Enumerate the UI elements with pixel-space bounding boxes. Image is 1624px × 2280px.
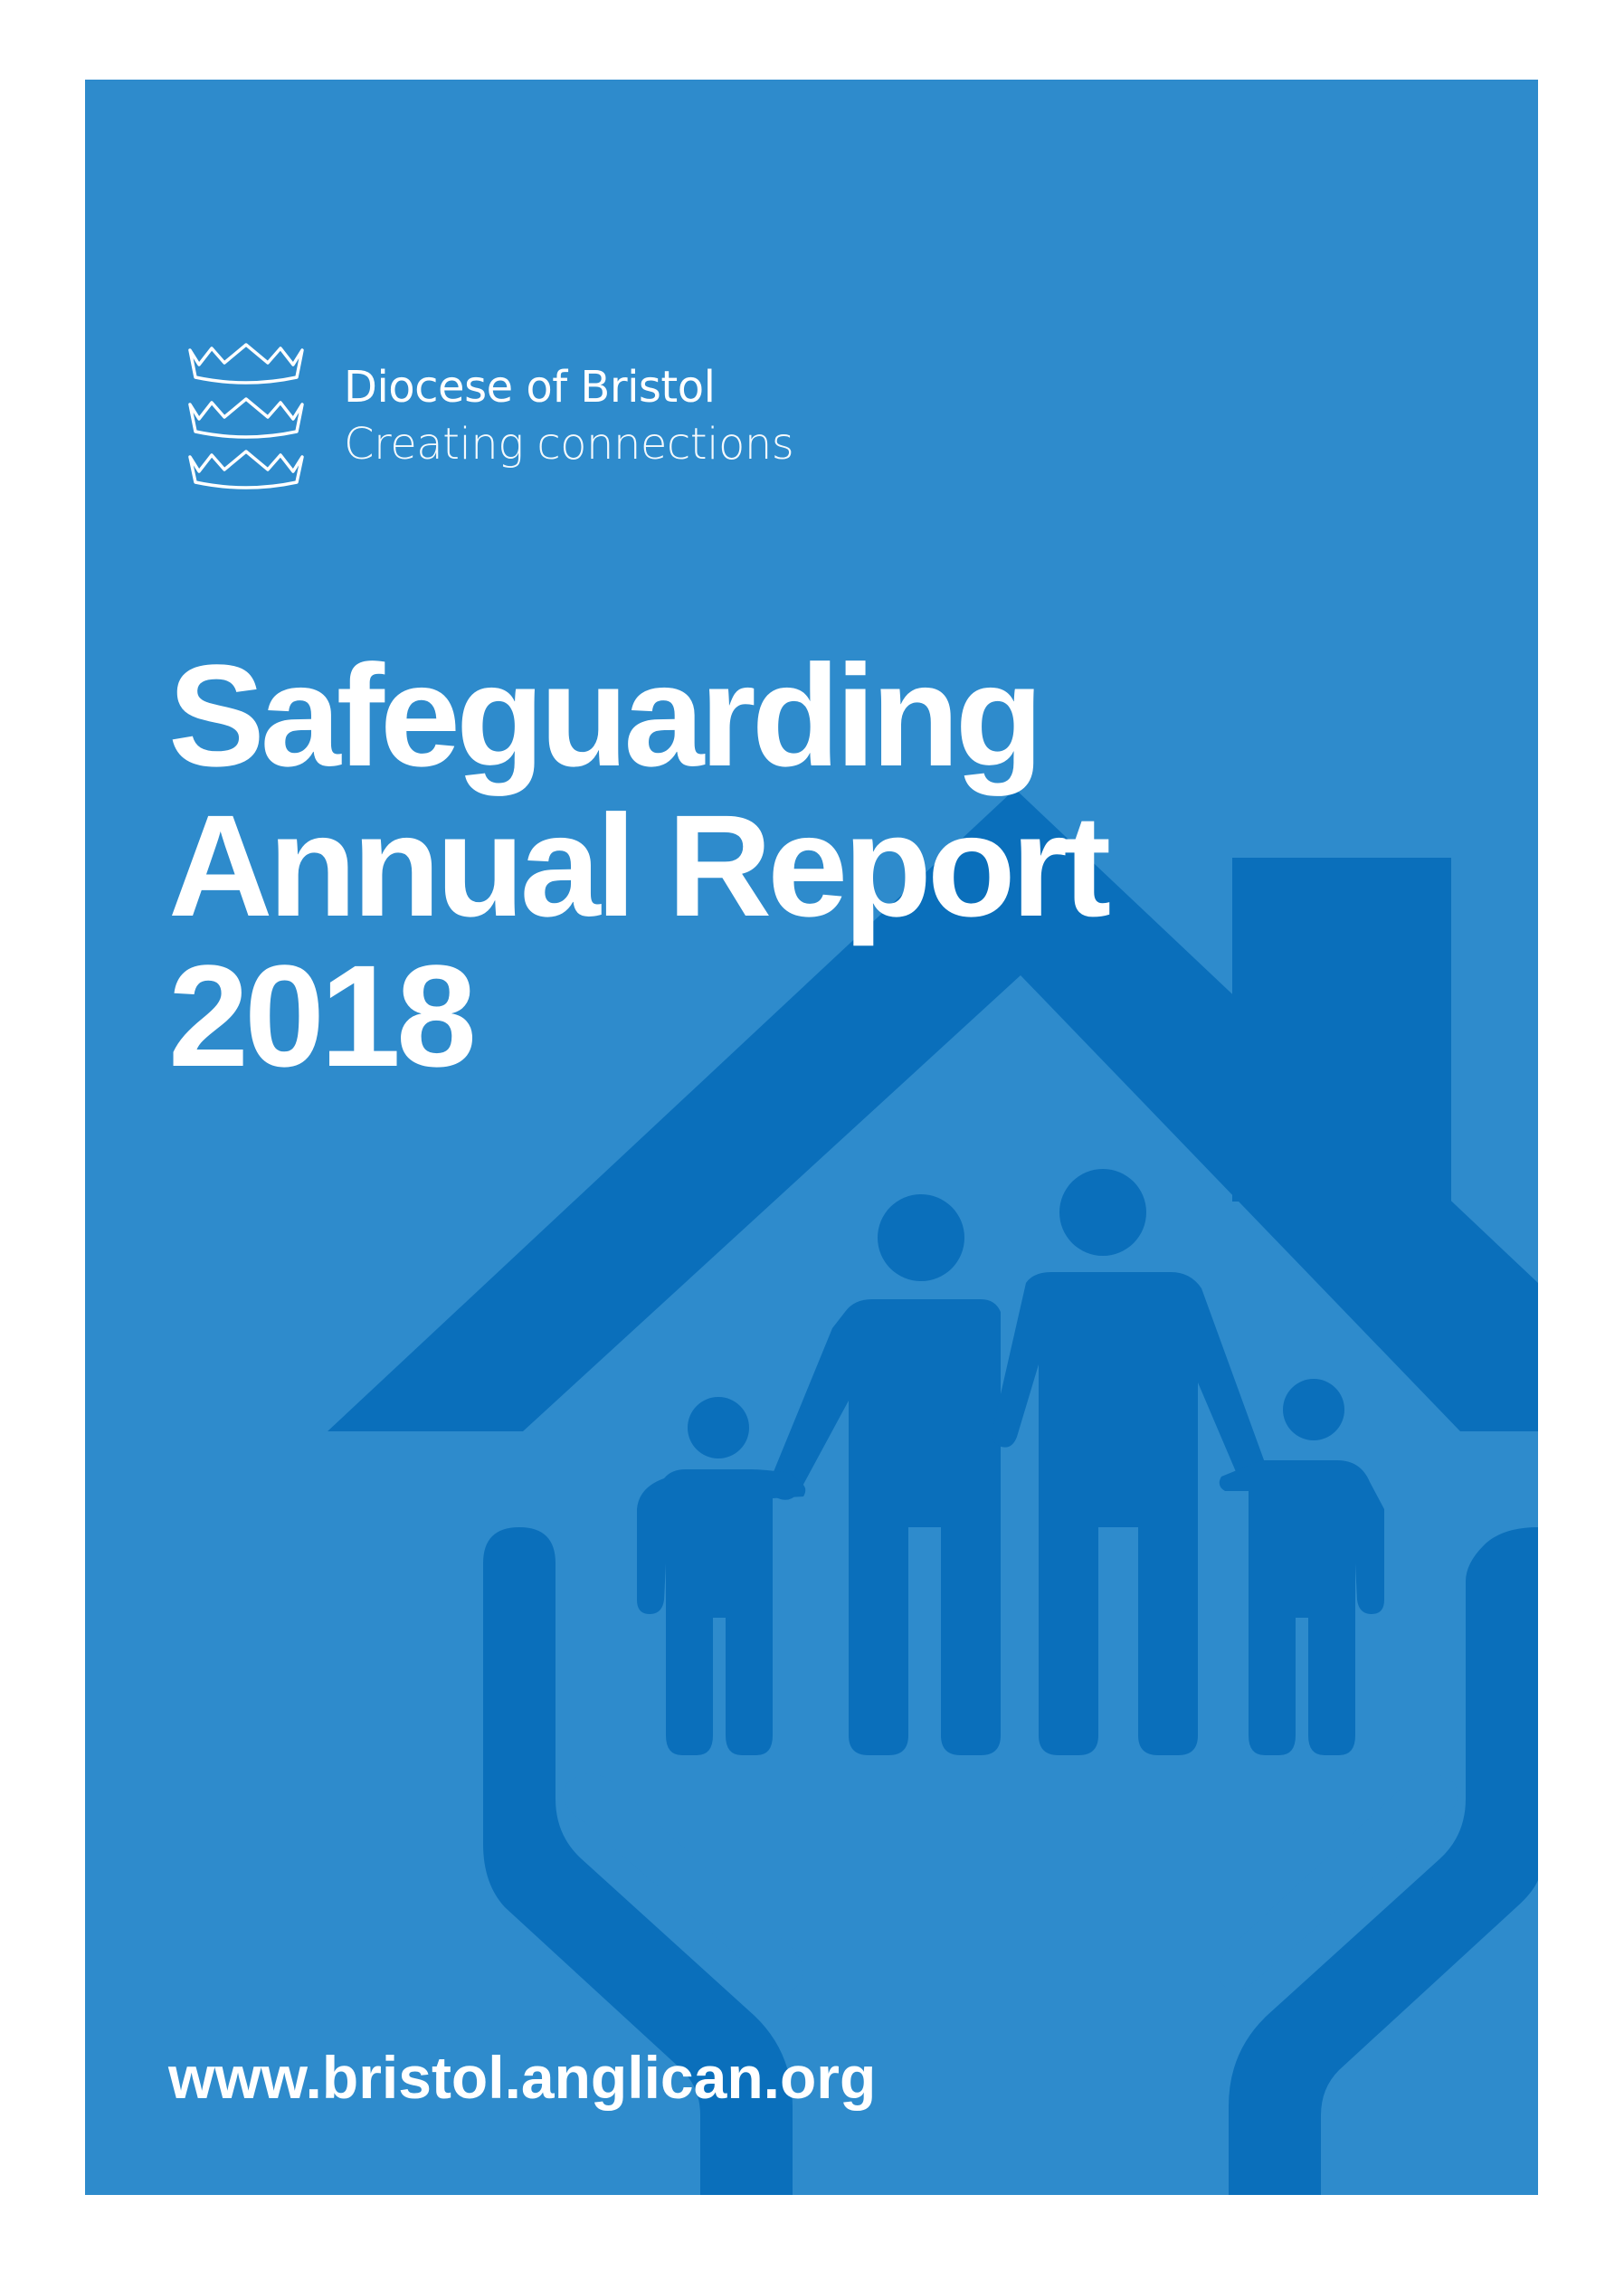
three-crowns-icon [183, 337, 309, 491]
organisation-name: Diocese of Bristol [344, 362, 716, 413]
child-left-body [637, 1469, 805, 1755]
adult-left-body [769, 1299, 1001, 1755]
child-right-body [1220, 1460, 1384, 1755]
child-right-head [1283, 1379, 1344, 1440]
chimney-shape [1232, 858, 1451, 1202]
report-title-line-1: Safeguarding [168, 634, 1040, 796]
adult-left-head [878, 1194, 964, 1281]
report-cover [85, 80, 1538, 2195]
website-link[interactable]: www.bristol.anglican.org [168, 2044, 877, 2111]
organisation-tagline: Creating connections [344, 419, 794, 470]
adult-right-body [992, 1272, 1268, 1755]
report-title-line-3: 2018 [168, 935, 472, 1097]
child-left-head [688, 1397, 749, 1458]
adult-right-head [1059, 1169, 1146, 1256]
report-title [168, 634, 1107, 1097]
report-title-line-2: Annual Report [168, 784, 1107, 946]
